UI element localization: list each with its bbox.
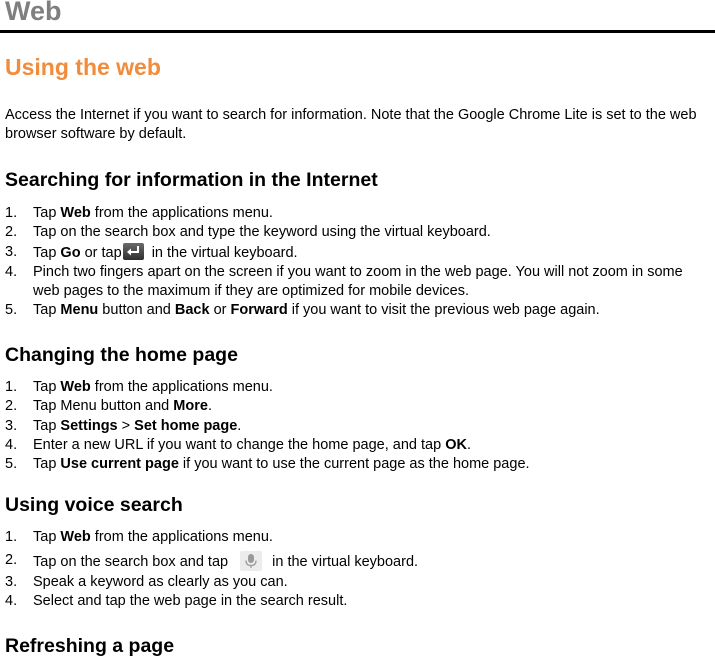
- step-bold: Set home page: [134, 417, 238, 434]
- home-page-steps: [5, 378, 705, 474]
- list-item: [5, 397, 705, 416]
- step-text: Select and tap the web page in the search result.: [33, 592, 348, 609]
- list-item: [5, 528, 705, 547]
- microphone-icon: [240, 551, 262, 571]
- step-text: Tap: [33, 302, 61, 319]
- home-page-heading: Changing the home page: [5, 344, 238, 366]
- step-bold: Web: [60, 205, 91, 221]
- list-item: [5, 263, 705, 302]
- step-number: 1.: [5, 529, 18, 545]
- list-item: [5, 243, 705, 263]
- list-item: [5, 551, 705, 572]
- list-item: [5, 204, 705, 223]
- step-bold: Web: [60, 529, 91, 545]
- step-text: Enter a new URL if you want to change the home page, and tap: [33, 436, 446, 453]
- list-item: [5, 378, 705, 397]
- step-text: Tap: [33, 529, 61, 545]
- step-text: in the virtual keyboard.: [147, 244, 298, 261]
- step-number: 4.: [5, 263, 18, 280]
- step-bold: Back: [174, 302, 210, 319]
- step-number: 3.: [5, 573, 18, 590]
- step-text: Pinch two fingers apart on the screen if you want to zoom in the web page. You will not zoom in some web pages to the maximum if they are optimized for mobile devices.: [33, 263, 683, 300]
- step-text: or: [209, 302, 231, 319]
- step-number: 5.: [5, 456, 18, 473]
- step-text: Tap: [33, 205, 61, 221]
- list-item: [5, 223, 705, 242]
- step-number: 2.: [5, 398, 18, 415]
- step-number: 3.: [5, 243, 18, 260]
- refresh-heading: Refreshing a page: [5, 635, 175, 657]
- enter-key-icon: [123, 243, 144, 260]
- step-bold: More: [173, 398, 208, 415]
- step-number: 5.: [5, 302, 18, 319]
- step-number: 2.: [5, 552, 18, 569]
- step-text: Tap: [33, 456, 61, 473]
- step-text: Tap: [33, 244, 61, 261]
- step-text: Tap on the search box and type the keyword using the virtual keyboard.: [33, 224, 491, 241]
- step-bold: Web: [60, 379, 91, 395]
- step-text: if you want to use the current page as the home page.: [178, 456, 530, 473]
- step-text: from the applications menu.: [90, 529, 273, 545]
- step-text: .: [466, 436, 471, 453]
- step-text: Tap on the search box and tap: [33, 554, 233, 571]
- step-bold: Settings: [60, 417, 118, 434]
- list-item: [5, 417, 705, 436]
- step-text: Speak a keyword as clearly as you can.: [33, 573, 288, 590]
- voice-search-steps: [5, 528, 705, 611]
- section-title: Using the web: [5, 54, 161, 80]
- step-text: .: [207, 398, 212, 415]
- searching-steps: [5, 204, 705, 321]
- step-text: or tap: [80, 244, 122, 261]
- searching-heading: Searching for information in the Internet: [5, 169, 378, 191]
- step-number: 1.: [5, 379, 18, 395]
- step-text: from the applications menu.: [90, 205, 273, 221]
- voice-search-heading: Using voice search: [5, 494, 183, 516]
- step-number: 4.: [5, 436, 18, 453]
- step-text: >: [117, 417, 135, 434]
- step-number: 2.: [5, 224, 18, 241]
- step-text: button and: [98, 302, 175, 319]
- list-item: [5, 573, 705, 592]
- step-number: 3.: [5, 417, 18, 434]
- step-text: .: [237, 417, 242, 434]
- step-number: 1.: [5, 205, 18, 221]
- list-item: [5, 455, 705, 474]
- step-text: Tap: [33, 379, 61, 395]
- step-bold: Menu: [60, 302, 99, 319]
- step-text: Tap: [33, 417, 61, 434]
- step-text: from the applications menu.: [90, 379, 273, 395]
- step-number: 4.: [5, 592, 18, 609]
- list-item: [5, 436, 705, 455]
- list-item: [5, 592, 705, 611]
- step-text: Tap Menu button and: [33, 398, 174, 415]
- chapter-title: Web: [5, 0, 62, 26]
- step-bold: Use current page: [60, 456, 179, 473]
- step-bold: Forward: [230, 302, 288, 319]
- step-bold: Go: [60, 244, 81, 261]
- intro-paragraph: Access the Internet if you want to search for information. Note that the Google Chrome Lite is set to the web browser software by default.: [5, 107, 697, 142]
- step-text: if you want to visit the previous web page again.: [287, 302, 600, 319]
- step-text: in the virtual keyboard.: [268, 554, 419, 571]
- step-bold: OK: [445, 436, 467, 453]
- list-item: [5, 301, 705, 320]
- chapter-divider: [0, 30, 715, 33]
